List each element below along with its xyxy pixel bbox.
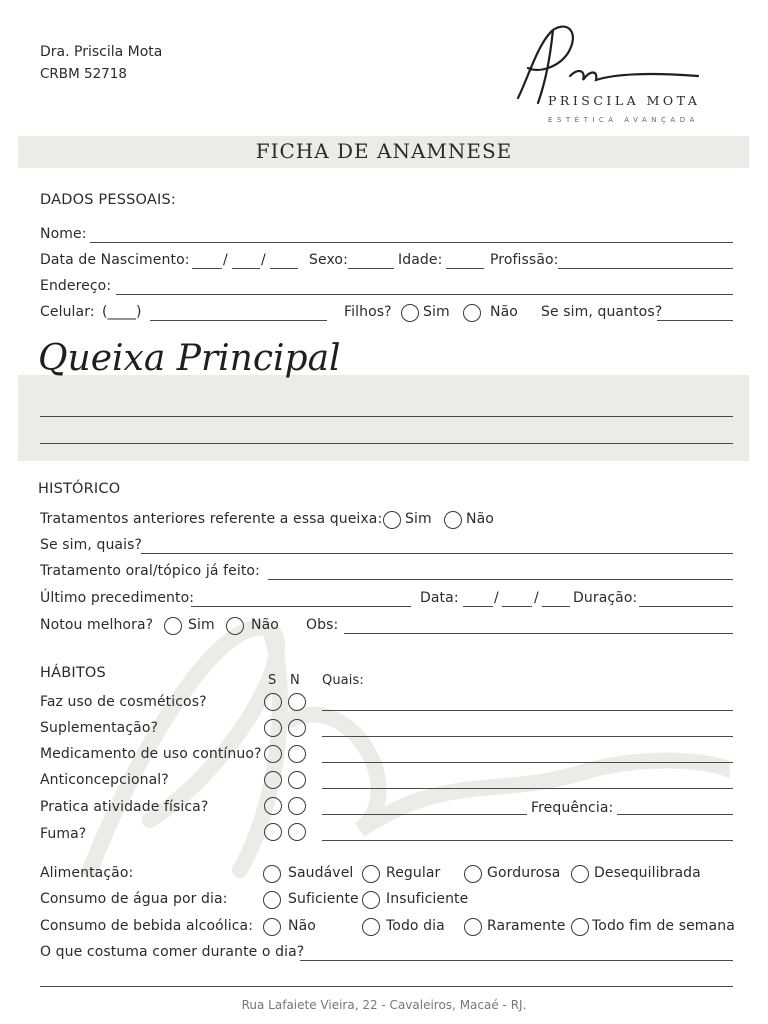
habit-label: Fuma?: [40, 826, 87, 842]
col-s-header: S: [268, 673, 277, 688]
agua-radio[interactable]: [263, 891, 281, 909]
profissao-label: Profissão:: [490, 252, 559, 268]
melhora-nao-label: Não: [251, 617, 279, 633]
habit-quais-field[interactable]: [322, 840, 733, 841]
habit-n-checkbox[interactable]: [288, 719, 306, 737]
filhos-sim-label: Sim: [423, 304, 450, 320]
quais-label: Se sim, quais?: [40, 537, 143, 553]
agua-option: Suficiente: [288, 891, 359, 907]
data-label: Data:: [420, 590, 459, 606]
registration-number: CRBM 52718: [40, 66, 127, 82]
alcool-option: Todo fim de semana: [592, 918, 735, 934]
agua-option: Insuficiente: [386, 891, 469, 907]
melhora-sim-radio[interactable]: [164, 617, 182, 635]
alcool-option: Não: [288, 918, 316, 934]
comer-field-2[interactable]: [40, 986, 733, 987]
filhos-sim-radio[interactable]: [401, 304, 419, 322]
tratamentos-sim-radio[interactable]: [383, 511, 401, 529]
obs-label: Obs:: [306, 617, 339, 633]
habit-s-checkbox[interactable]: [264, 771, 282, 789]
habit-quais-field[interactable]: [322, 736, 733, 737]
celular-ddd-field[interactable]: (____): [102, 304, 142, 320]
profissao-field[interactable]: [558, 268, 733, 269]
quantos-label: Se sim, quantos?: [541, 304, 663, 320]
ultimo-field[interactable]: [191, 606, 411, 607]
date-separator: /: [494, 590, 499, 606]
queixa-line-2[interactable]: [40, 443, 733, 444]
data-year-field[interactable]: [542, 606, 570, 607]
nascimento-label: Data de Nascimento:: [40, 252, 190, 268]
nascimento-day-field[interactable]: [192, 268, 222, 269]
habit-quais-field[interactable]: [322, 762, 733, 763]
alcool-radio[interactable]: [464, 918, 482, 936]
quantos-field[interactable]: [657, 320, 733, 321]
alimentacao-option: Gordurosa: [487, 865, 561, 881]
habit-label: Pratica atividade física?: [40, 799, 209, 815]
celular-label: Celular:: [40, 304, 95, 320]
alcool-option: Raramente: [487, 918, 566, 934]
col-n-header: N: [290, 673, 300, 688]
habit-quais-field[interactable]: [322, 788, 733, 789]
habit-label: Anticoncepcional?: [40, 772, 169, 788]
habit-s-checkbox[interactable]: [264, 823, 282, 841]
habit-n-checkbox[interactable]: [288, 745, 306, 763]
oral-field[interactable]: [268, 579, 733, 580]
comer-field[interactable]: [300, 960, 733, 961]
queixa-line-1[interactable]: [40, 416, 733, 417]
tratamentos-nao-label: Não: [466, 511, 494, 527]
date-separator: /: [223, 252, 228, 268]
alimentacao-radio[interactable]: [263, 865, 281, 883]
alcool-option: Todo dia: [386, 918, 445, 934]
habit-n-checkbox[interactable]: [288, 797, 306, 815]
duracao-field[interactable]: [639, 606, 733, 607]
comer-label: O que costuma comer durante o dia?: [40, 944, 305, 960]
ultimo-label: Último precedimento:: [40, 590, 195, 606]
queixa-band: [18, 375, 749, 461]
habit-s-checkbox[interactable]: [264, 797, 282, 815]
filhos-nao-radio[interactable]: [463, 304, 481, 322]
date-separator: /: [261, 252, 266, 268]
habit-n-checkbox[interactable]: [288, 693, 306, 711]
section-dados-pessoais: DADOS PESSOAIS:: [40, 192, 176, 208]
alimentacao-radio[interactable]: [362, 865, 380, 883]
habit-label: Faz uso de cosméticos?: [40, 694, 207, 710]
melhora-label: Notou melhora?: [40, 617, 154, 633]
habit-s-checkbox[interactable]: [264, 693, 282, 711]
idade-label: Idade:: [398, 252, 443, 268]
queixa-heading: Queixa Principal: [38, 338, 341, 379]
frequencia-label: Frequência:: [531, 800, 614, 816]
oral-label: Tratamento oral/tópico já feito:: [40, 563, 260, 579]
habit-quais-field[interactable]: [322, 710, 733, 711]
form-title: FICHA DE ANAMNESE: [255, 139, 513, 163]
tratamentos-label: Tratamentos anteriores referente a essa queixa:: [40, 511, 383, 527]
sexo-field[interactable]: [348, 268, 394, 269]
duracao-label: Duração:: [573, 590, 638, 606]
data-day-field[interactable]: [463, 606, 493, 607]
quais-field[interactable]: [141, 553, 733, 554]
agua-radio[interactable]: [362, 891, 380, 909]
melhora-sim-label: Sim: [188, 617, 215, 633]
alcool-radio[interactable]: [263, 918, 281, 936]
habit-n-checkbox[interactable]: [288, 823, 306, 841]
frequencia-field[interactable]: [617, 814, 733, 815]
alimentacao-option: Regular: [386, 865, 441, 881]
habit-s-checkbox[interactable]: [264, 745, 282, 763]
doctor-name: Dra. Priscila Mota: [40, 44, 163, 60]
endereco-label: Endereço:: [40, 278, 112, 294]
agua-label: Consumo de água por dia:: [40, 891, 228, 907]
col-quais-header: Quais:: [322, 673, 364, 688]
habit-label: Suplementação?: [40, 720, 159, 736]
sexo-label: Sexo:: [309, 252, 348, 268]
alimentacao-radio[interactable]: [571, 865, 589, 883]
alcool-radio[interactable]: [362, 918, 380, 936]
alimentacao-label: Alimentação:: [40, 865, 134, 881]
alimentacao-option: Saudável: [288, 865, 354, 881]
filhos-nao-label: Não: [490, 304, 518, 320]
alcool-radio[interactable]: [571, 918, 589, 936]
tratamentos-sim-label: Sim: [405, 511, 432, 527]
nome-label: Nome:: [40, 226, 87, 242]
nascimento-month-field[interactable]: [232, 268, 260, 269]
brand-subtitle: ESTÉTICA AVANÇADA: [548, 116, 699, 124]
habit-s-checkbox[interactable]: [264, 719, 282, 737]
habit-quais-field[interactable]: [322, 814, 527, 815]
nascimento-year-field[interactable]: [270, 268, 298, 269]
nome-field[interactable]: [90, 242, 733, 243]
filhos-label: Filhos?: [344, 304, 392, 320]
section-historico: HISTÓRICO: [38, 481, 121, 497]
habit-n-checkbox[interactable]: [288, 771, 306, 789]
alcool-label: Consumo de bebida alcoólica:: [40, 918, 254, 934]
section-habitos: HÁBITOS: [40, 665, 106, 681]
footer-address: Rua Lafaiete Vieira, 22 - Cavaleiros, Macaé - RJ.: [241, 998, 527, 1012]
tratamentos-nao-radio[interactable]: [444, 511, 462, 529]
alimentacao-radio[interactable]: [464, 865, 482, 883]
data-month-field[interactable]: [502, 606, 532, 607]
habit-label: Medicamento de uso contínuo?: [40, 746, 262, 762]
brand-name: PRISCILA MOTA: [548, 93, 701, 108]
endereco-field[interactable]: [116, 294, 733, 295]
celular-field[interactable]: [150, 320, 327, 321]
idade-field[interactable]: [446, 268, 484, 269]
date-separator: /: [534, 590, 539, 606]
melhora-nao-radio[interactable]: [226, 617, 244, 635]
obs-field[interactable]: [344, 633, 733, 634]
alimentacao-option: Desequilibrada: [594, 865, 701, 881]
